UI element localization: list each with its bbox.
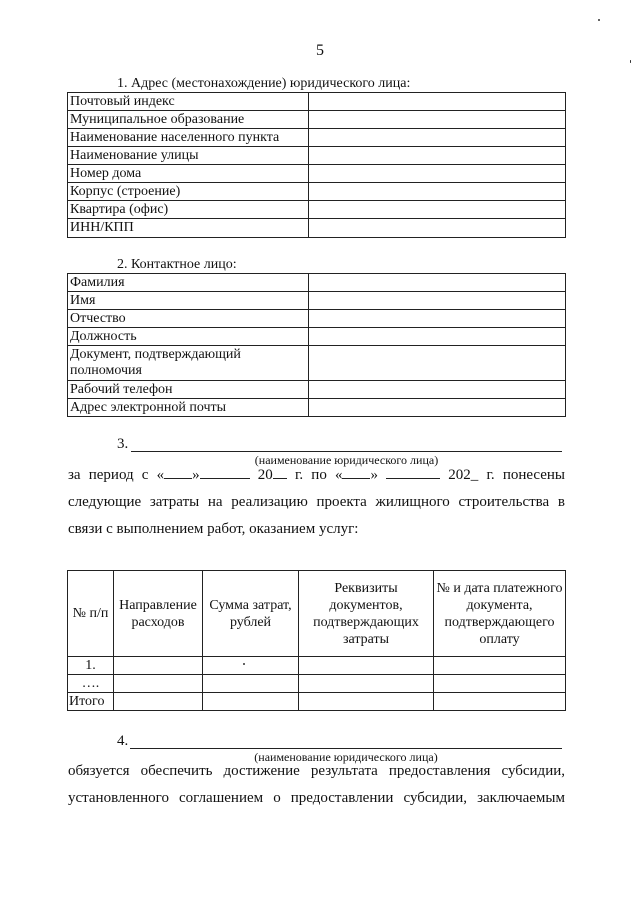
field-value[interactable] xyxy=(309,201,566,219)
section4-caption: (наименование юридического лица) xyxy=(254,750,438,764)
section2-title: 2. Контактное лицо: xyxy=(117,257,237,272)
scan-speck xyxy=(243,663,245,665)
form-row xyxy=(68,129,566,147)
expenses-line: следующие затраты на реализацию проекта жилищного строительства в xyxy=(68,494,565,510)
period-to-label: г. по « xyxy=(294,467,343,483)
period-from-label: за период с « xyxy=(68,467,165,483)
field-label: Отчество xyxy=(68,310,309,328)
column-header: Реквизиты документов, подтверждающих затраты xyxy=(299,571,434,657)
table-cell[interactable] xyxy=(114,657,203,675)
year-from-field[interactable] xyxy=(273,466,287,479)
field-value[interactable] xyxy=(309,165,566,183)
day-from-field[interactable] xyxy=(164,466,192,479)
field-value[interactable] xyxy=(309,328,566,346)
form-row xyxy=(68,93,566,111)
table-cell[interactable] xyxy=(114,693,203,711)
section3-caption: (наименование юридического лица) xyxy=(254,453,439,467)
field-value[interactable] xyxy=(309,310,566,328)
field-label: Имя xyxy=(68,292,309,310)
section4-number: 4. xyxy=(117,733,129,749)
field-value[interactable] xyxy=(309,147,566,165)
field-label: Рабочий телефон xyxy=(68,381,309,399)
table-cell[interactable] xyxy=(203,657,299,675)
field-value[interactable] xyxy=(309,93,566,111)
contact-table xyxy=(67,273,566,417)
works-line: связи с выполнением работ, оказанием услуг: xyxy=(68,521,359,537)
month-to-field[interactable] xyxy=(386,466,440,479)
table-cell[interactable] xyxy=(299,657,434,675)
table-row xyxy=(68,675,566,693)
form-row xyxy=(68,292,566,310)
month-from-field[interactable] xyxy=(200,466,250,479)
table-cell[interactable] xyxy=(299,675,434,693)
period-to-close: » xyxy=(370,467,378,483)
field-label: Должность xyxy=(68,328,309,346)
section3-number: 3. xyxy=(117,436,129,452)
form-row xyxy=(68,201,566,219)
field-label: Корпус (строение) xyxy=(68,183,309,201)
column-header: Сумма затрат, рублей xyxy=(203,571,299,657)
row-label: 1. xyxy=(68,657,114,675)
form-row xyxy=(68,111,566,129)
form-row xyxy=(68,346,566,381)
org-name-field-2[interactable] xyxy=(130,748,562,749)
field-label: Фамилия xyxy=(68,274,309,292)
field-label: Наименование улицы xyxy=(68,147,309,165)
field-value[interactable] xyxy=(309,183,566,201)
table-cell[interactable] xyxy=(114,675,203,693)
period-line xyxy=(68,466,565,484)
table-cell[interactable] xyxy=(299,693,434,711)
scan-mark xyxy=(598,19,600,21)
column-header: Направление расходов xyxy=(114,571,203,657)
field-label: Документ, подтверждающий полномочия xyxy=(68,346,309,381)
agreement-line: установленного соглашением о предоставлении субсидии, заключаемым xyxy=(68,790,565,806)
form-row xyxy=(68,147,566,165)
field-value[interactable] xyxy=(309,292,566,310)
period-from-close: » xyxy=(192,467,200,483)
year-from-label: 20 xyxy=(257,467,273,483)
field-value[interactable] xyxy=(309,346,566,381)
column-header: № п/п xyxy=(68,571,114,657)
address-table xyxy=(67,92,566,238)
field-value[interactable] xyxy=(309,274,566,292)
form-row xyxy=(68,399,566,417)
form-row xyxy=(68,381,566,399)
form-row xyxy=(68,310,566,328)
field-label: ИНН/КПП xyxy=(68,219,309,238)
field-label: Муниципальное образование xyxy=(68,111,309,129)
field-label: Адрес электронной почты xyxy=(68,399,309,417)
field-value[interactable] xyxy=(309,111,566,129)
scan-mark xyxy=(630,60,631,63)
field-value[interactable] xyxy=(309,219,566,238)
cost-table xyxy=(67,570,566,711)
table-header-row xyxy=(68,571,566,657)
field-label: Номер дома xyxy=(68,165,309,183)
form-row xyxy=(68,219,566,238)
table-cell[interactable] xyxy=(434,693,566,711)
section1-title: 1. Адрес (местонахождение) юридического лица: xyxy=(117,76,411,91)
commitment-line: обязуется обеспечить достижение результата предоставления субсидии, xyxy=(68,763,565,779)
table-row xyxy=(68,657,566,675)
field-label: Наименование населенного пункта xyxy=(68,129,309,147)
field-value[interactable] xyxy=(309,129,566,147)
year-to-label: 202_ г. понесены xyxy=(448,467,566,483)
field-label: Почтовый индекс xyxy=(68,93,309,111)
field-value[interactable] xyxy=(309,381,566,399)
day-to-field[interactable] xyxy=(342,466,370,479)
form-row xyxy=(68,274,566,292)
column-header: № и дата платежного документа, подтверждающего оплату xyxy=(434,571,566,657)
form-row xyxy=(68,328,566,346)
table-row xyxy=(68,693,566,711)
field-value[interactable] xyxy=(309,399,566,417)
form-row xyxy=(68,183,566,201)
form-row xyxy=(68,165,566,183)
table-cell[interactable] xyxy=(434,657,566,675)
table-cell[interactable] xyxy=(203,693,299,711)
org-name-field[interactable] xyxy=(131,451,562,452)
page-number: 5 xyxy=(316,42,324,59)
row-label: …. xyxy=(68,675,114,693)
row-label: Итого xyxy=(68,693,114,711)
table-cell[interactable] xyxy=(203,675,299,693)
table-cell[interactable] xyxy=(434,675,566,693)
field-label: Квартира (офис) xyxy=(68,201,309,219)
